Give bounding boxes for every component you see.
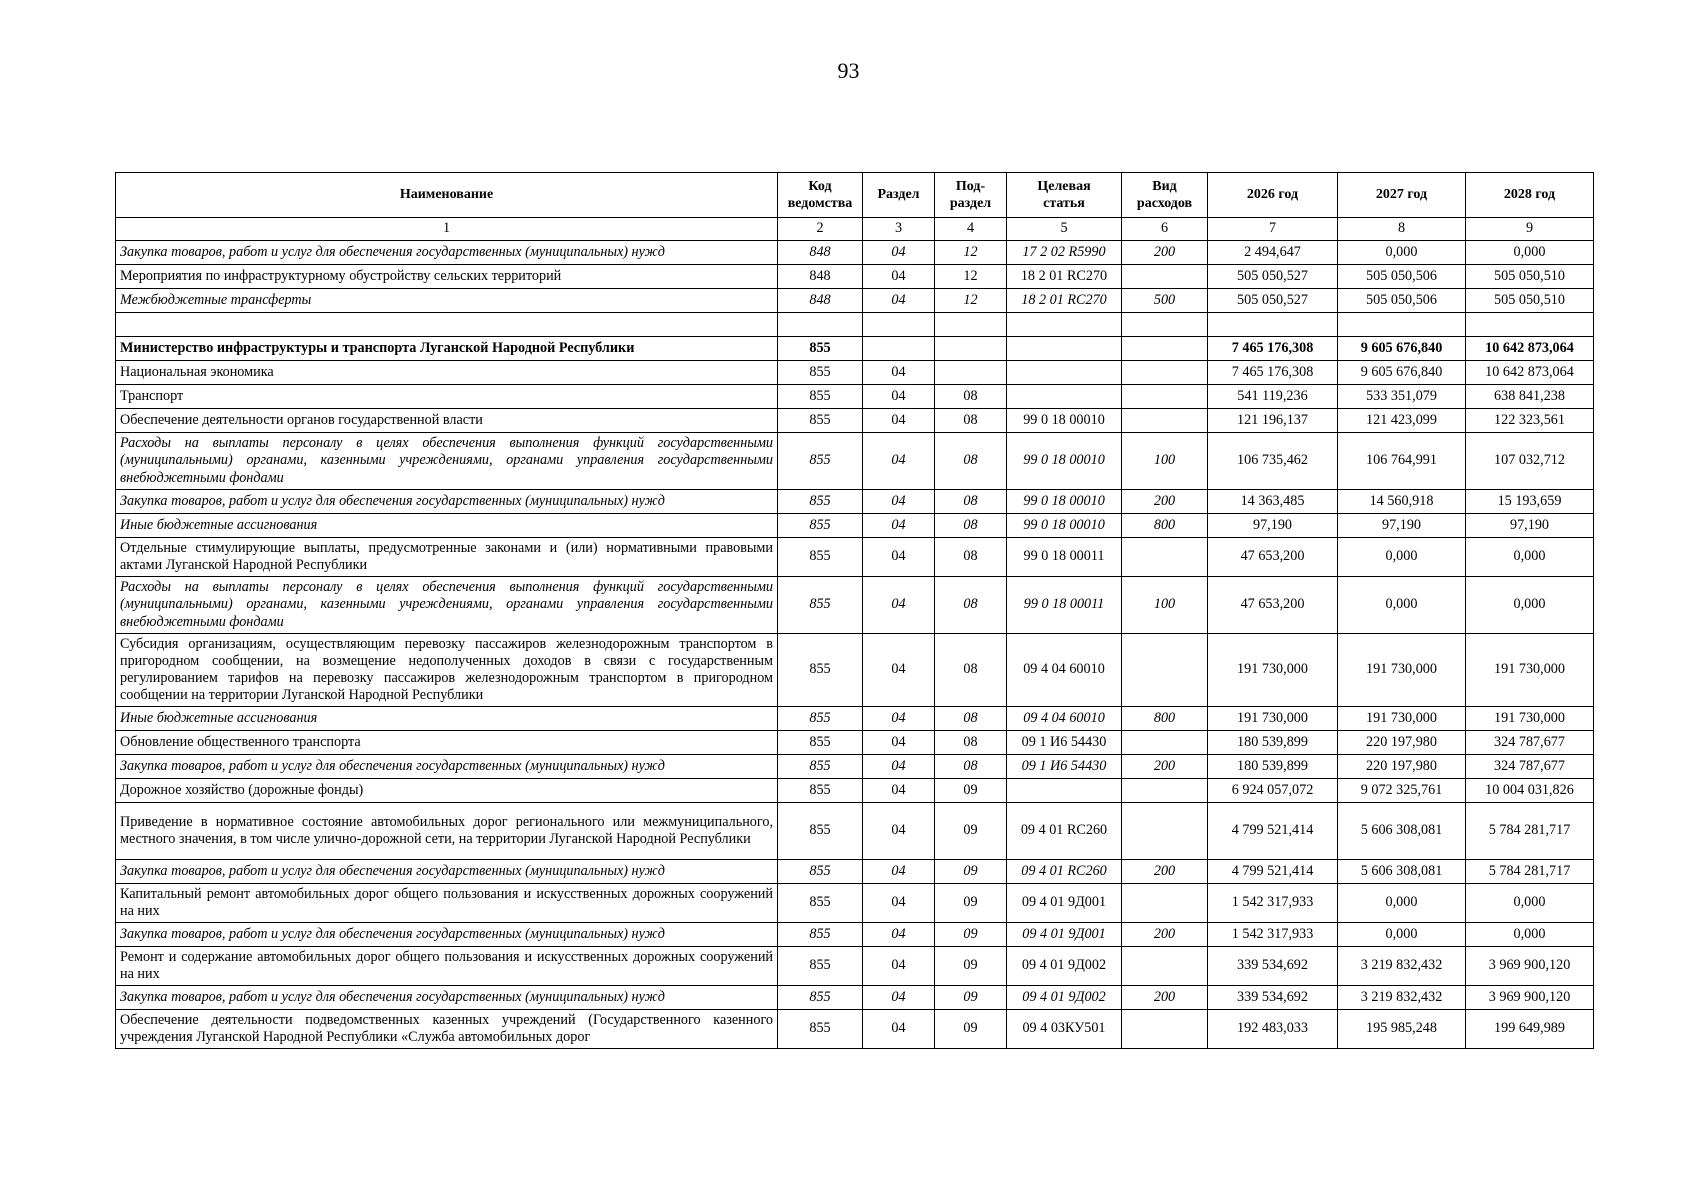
amount-2027-cell: 191 730,000	[1338, 634, 1466, 707]
amount-2027-cell: 505 050,506	[1338, 265, 1466, 289]
target-article-cell	[1007, 313, 1122, 337]
subsection-cell: 08	[935, 755, 1007, 779]
table-row	[116, 986, 1594, 1010]
name-cell: Капитальный ремонт автомобильных дорог общего пользования и искусственных дорожных сооружений на них	[116, 884, 778, 923]
expense-type-cell: 100	[1122, 433, 1208, 490]
table-row	[116, 337, 1594, 361]
subsection-cell	[935, 337, 1007, 361]
table-row	[116, 265, 1594, 289]
amount-2026-cell: 2 494,647	[1208, 241, 1338, 265]
section-cell: 04	[863, 803, 935, 860]
amount-2027-cell: 505 050,506	[1338, 289, 1466, 313]
amount-2028-cell: 505 050,510	[1466, 289, 1594, 313]
amount-2028-cell: 5 784 281,717	[1466, 860, 1594, 884]
amount-2028-cell: 107 032,712	[1466, 433, 1594, 490]
expense-type-cell	[1122, 538, 1208, 577]
name-cell: Обновление общественного транспорта	[116, 731, 778, 755]
amount-2028-cell: 0,000	[1466, 577, 1594, 634]
expense-type-cell	[1122, 1010, 1208, 1049]
table-row	[116, 313, 1594, 337]
name-cell: Закупка товаров, работ и услуг для обеспечения государственных (муниципальных) нужд	[116, 755, 778, 779]
amount-2026-cell: 541 119,236	[1208, 385, 1338, 409]
table-row	[116, 433, 1594, 490]
expense-type-cell: 200	[1122, 860, 1208, 884]
amount-2026-cell: 106 735,462	[1208, 433, 1338, 490]
name-cell: Закупка товаров, работ и услуг для обеспечения государственных (муниципальных) нужд	[116, 986, 778, 1010]
amount-2028-cell: 3 969 900,120	[1466, 986, 1594, 1010]
header-name: Наименование	[116, 173, 778, 218]
table-row	[116, 779, 1594, 803]
table-row	[116, 731, 1594, 755]
amount-2028-cell: 505 050,510	[1466, 265, 1594, 289]
name-cell: Иные бюджетные ассигнования	[116, 514, 778, 538]
subsection-cell: 09	[935, 860, 1007, 884]
subsection-cell: 08	[935, 433, 1007, 490]
subsection-cell: 12	[935, 241, 1007, 265]
amount-2028-cell: 191 730,000	[1466, 707, 1594, 731]
target-article-cell: 99 0 18 00011	[1007, 538, 1122, 577]
section-cell: 04	[863, 433, 935, 490]
table-row	[116, 361, 1594, 385]
name-cell: Национальная экономика	[116, 361, 778, 385]
header-section: Раздел	[863, 173, 935, 218]
header-2027: 2027 год	[1338, 173, 1466, 218]
amount-2028-cell: 0,000	[1466, 884, 1594, 923]
amount-2027-cell: 0,000	[1338, 884, 1466, 923]
header-subsection: Под- раздел	[935, 173, 1007, 218]
amount-2026-cell: 192 483,033	[1208, 1010, 1338, 1049]
expense-type-cell: 200	[1122, 490, 1208, 514]
amount-2026-cell: 7 465 176,308	[1208, 337, 1338, 361]
amount-2028-cell: 15 193,659	[1466, 490, 1594, 514]
target-article-cell: 09 4 01 RC260	[1007, 860, 1122, 884]
header-2028: 2028 год	[1466, 173, 1594, 218]
dept-code-cell: 855	[778, 755, 863, 779]
dept-code-cell: 855	[778, 577, 863, 634]
section-cell: 04	[863, 860, 935, 884]
table-row	[116, 755, 1594, 779]
amount-2027-cell: 9 072 325,761	[1338, 779, 1466, 803]
amount-2027-cell: 0,000	[1338, 923, 1466, 947]
expense-type-cell	[1122, 947, 1208, 986]
subsection-cell: 08	[935, 634, 1007, 707]
amount-2026-cell: 505 050,527	[1208, 265, 1338, 289]
subsection-cell: 09	[935, 884, 1007, 923]
table-row	[116, 707, 1594, 731]
dept-code-cell: 855	[778, 923, 863, 947]
name-cell: Транспорт	[116, 385, 778, 409]
section-cell: 04	[863, 289, 935, 313]
target-article-cell: 99 0 18 00010	[1007, 433, 1122, 490]
amount-2028-cell: 0,000	[1466, 241, 1594, 265]
target-article-cell	[1007, 337, 1122, 361]
target-article-cell: 18 2 01 RC270	[1007, 265, 1122, 289]
dept-code-cell: 855	[778, 803, 863, 860]
amount-2026-cell: 47 653,200	[1208, 577, 1338, 634]
subsection-cell: 12	[935, 289, 1007, 313]
expense-type-cell: 200	[1122, 241, 1208, 265]
section-cell: 04	[863, 577, 935, 634]
amount-2027-cell: 106 764,991	[1338, 433, 1466, 490]
section-cell: 04	[863, 634, 935, 707]
amount-2026-cell: 4 799 521,414	[1208, 803, 1338, 860]
amount-2028-cell: 122 323,561	[1466, 409, 1594, 433]
amount-2027-cell: 97,190	[1338, 514, 1466, 538]
name-cell: Министерство инфраструктуры и транспорта Луганской Народной Республики	[116, 337, 778, 361]
expense-type-cell	[1122, 731, 1208, 755]
table-header-row	[116, 173, 1594, 218]
subsection-cell: 08	[935, 385, 1007, 409]
target-article-cell	[1007, 385, 1122, 409]
section-cell: 04	[863, 1010, 935, 1049]
column-number: 6	[1122, 218, 1208, 241]
amount-2028-cell: 199 649,989	[1466, 1010, 1594, 1049]
table-row	[116, 947, 1594, 986]
column-number: 1	[116, 218, 778, 241]
name-cell: Межбюджетные трансферты	[116, 289, 778, 313]
amount-2026-cell: 97,190	[1208, 514, 1338, 538]
column-number-row	[116, 218, 1594, 241]
subsection-cell	[935, 361, 1007, 385]
column-number: 7	[1208, 218, 1338, 241]
column-number: 9	[1466, 218, 1594, 241]
target-article-cell: 09 1 И6 54430	[1007, 755, 1122, 779]
amount-2026-cell: 339 534,692	[1208, 986, 1338, 1010]
column-number: 2	[778, 218, 863, 241]
amount-2026-cell: 191 730,000	[1208, 634, 1338, 707]
amount-2027-cell: 9 605 676,840	[1338, 361, 1466, 385]
amount-2026-cell: 505 050,527	[1208, 289, 1338, 313]
target-article-cell	[1007, 361, 1122, 385]
section-cell: 04	[863, 755, 935, 779]
section-cell: 04	[863, 731, 935, 755]
section-cell: 04	[863, 947, 935, 986]
amount-2028-cell: 10 642 873,064	[1466, 361, 1594, 385]
amount-2027-cell: 5 606 308,081	[1338, 803, 1466, 860]
target-article-cell: 17 2 02 R5990	[1007, 241, 1122, 265]
name-cell: Закупка товаров, работ и услуг для обеспечения государственных (муниципальных) нужд	[116, 241, 778, 265]
target-article-cell: 09 4 03КУ501	[1007, 1010, 1122, 1049]
name-cell: Мероприятия по инфраструктурному обустройству сельских территорий	[116, 265, 778, 289]
section-cell: 04	[863, 490, 935, 514]
expense-type-cell: 200	[1122, 923, 1208, 947]
dept-code-cell: 855	[778, 409, 863, 433]
amount-2028-cell: 191 730,000	[1466, 634, 1594, 707]
name-cell: Обеспечение деятельности органов государственной власти	[116, 409, 778, 433]
dept-code-cell: 855	[778, 860, 863, 884]
amount-2028-cell: 3 969 900,120	[1466, 947, 1594, 986]
section-cell: 04	[863, 241, 935, 265]
amount-2026-cell: 339 534,692	[1208, 947, 1338, 986]
target-article-cell	[1007, 779, 1122, 803]
expense-type-cell	[1122, 361, 1208, 385]
amount-2027-cell: 121 423,099	[1338, 409, 1466, 433]
expense-type-cell: 800	[1122, 514, 1208, 538]
table-row	[116, 490, 1594, 514]
table-row	[116, 1010, 1594, 1049]
amount-2027-cell: 533 351,079	[1338, 385, 1466, 409]
amount-2026-cell: 1 542 317,933	[1208, 884, 1338, 923]
amount-2026-cell: 4 799 521,414	[1208, 860, 1338, 884]
table-row	[116, 514, 1594, 538]
subsection-cell: 09	[935, 923, 1007, 947]
table-row	[116, 538, 1594, 577]
dept-code-cell: 855	[778, 731, 863, 755]
expense-type-cell	[1122, 313, 1208, 337]
column-number: 8	[1338, 218, 1466, 241]
section-cell: 04	[863, 385, 935, 409]
amount-2028-cell: 324 787,677	[1466, 755, 1594, 779]
amount-2026-cell: 180 539,899	[1208, 731, 1338, 755]
subsection-cell: 09	[935, 947, 1007, 986]
expense-type-cell	[1122, 779, 1208, 803]
section-cell: 04	[863, 707, 935, 731]
header-dept-code: Код ведомства	[778, 173, 863, 218]
table-row	[116, 803, 1594, 860]
expense-type-cell: 500	[1122, 289, 1208, 313]
target-article-cell: 09 4 01 RC260	[1007, 803, 1122, 860]
target-article-cell: 09 4 01 9Д001	[1007, 884, 1122, 923]
header-2026: 2026 год	[1208, 173, 1338, 218]
amount-2027-cell: 9 605 676,840	[1338, 337, 1466, 361]
target-article-cell: 09 1 И6 54430	[1007, 731, 1122, 755]
table-row	[116, 634, 1594, 707]
amount-2028-cell: 0,000	[1466, 923, 1594, 947]
name-cell: Отдельные стимулирующие выплаты, предусмотренные законами и (или) нормативными правовыми актами Луганской Народной Республики	[116, 538, 778, 577]
subsection-cell: 09	[935, 986, 1007, 1010]
target-article-cell: 99 0 18 00010	[1007, 409, 1122, 433]
subsection-cell: 08	[935, 490, 1007, 514]
amount-2026-cell	[1208, 313, 1338, 337]
expense-type-cell	[1122, 634, 1208, 707]
expense-type-cell	[1122, 803, 1208, 860]
subsection-cell: 08	[935, 538, 1007, 577]
amount-2026-cell: 6 924 057,072	[1208, 779, 1338, 803]
dept-code-cell: 855	[778, 385, 863, 409]
amount-2028-cell	[1466, 313, 1594, 337]
target-article-cell: 99 0 18 00010	[1007, 490, 1122, 514]
subsection-cell	[935, 313, 1007, 337]
amount-2026-cell: 180 539,899	[1208, 755, 1338, 779]
dept-code-cell: 855	[778, 1010, 863, 1049]
name-cell: Расходы на выплаты персоналу в целях обеспечения выполнения функций государственными (муниципальными) органами, казенными учреждениями, органами управления государственными внебюджетными фондами	[116, 433, 778, 490]
dept-code-cell: 855	[778, 884, 863, 923]
amount-2027-cell: 220 197,980	[1338, 755, 1466, 779]
amount-2028-cell: 638 841,238	[1466, 385, 1594, 409]
target-article-cell: 09 4 04 60010	[1007, 707, 1122, 731]
table-row	[116, 884, 1594, 923]
amount-2026-cell: 7 465 176,308	[1208, 361, 1338, 385]
dept-code-cell: 848	[778, 265, 863, 289]
expense-type-cell	[1122, 337, 1208, 361]
amount-2028-cell: 10 004 031,826	[1466, 779, 1594, 803]
amount-2027-cell: 3 219 832,432	[1338, 947, 1466, 986]
dept-code-cell	[778, 313, 863, 337]
amount-2026-cell: 14 363,485	[1208, 490, 1338, 514]
dept-code-cell: 855	[778, 433, 863, 490]
amount-2027-cell: 0,000	[1338, 241, 1466, 265]
target-article-cell: 09 4 01 9Д002	[1007, 947, 1122, 986]
section-cell: 04	[863, 514, 935, 538]
table-row	[116, 577, 1594, 634]
name-cell	[116, 313, 778, 337]
subsection-cell: 08	[935, 514, 1007, 538]
section-cell: 04	[863, 409, 935, 433]
amount-2027-cell: 0,000	[1338, 538, 1466, 577]
column-number: 3	[863, 218, 935, 241]
expense-type-cell	[1122, 265, 1208, 289]
dept-code-cell: 855	[778, 490, 863, 514]
section-cell: 04	[863, 361, 935, 385]
target-article-cell: 09 4 01 9Д002	[1007, 986, 1122, 1010]
dept-code-cell: 855	[778, 947, 863, 986]
amount-2026-cell: 47 653,200	[1208, 538, 1338, 577]
target-article-cell: 18 2 01 RC270	[1007, 289, 1122, 313]
name-cell: Дорожное хозяйство (дорожные фонды)	[116, 779, 778, 803]
dept-code-cell: 855	[778, 514, 863, 538]
table-row	[116, 385, 1594, 409]
dept-code-cell: 855	[778, 634, 863, 707]
dept-code-cell: 855	[778, 986, 863, 1010]
amount-2027-cell: 3 219 832,432	[1338, 986, 1466, 1010]
header-expense-type: Вид расходов	[1122, 173, 1208, 218]
amount-2027-cell: 14 560,918	[1338, 490, 1466, 514]
header-target-article: Целевая статья	[1007, 173, 1122, 218]
section-cell	[863, 313, 935, 337]
section-cell: 04	[863, 923, 935, 947]
expense-type-cell: 100	[1122, 577, 1208, 634]
expense-type-cell	[1122, 385, 1208, 409]
expense-type-cell	[1122, 884, 1208, 923]
dept-code-cell: 848	[778, 289, 863, 313]
subsection-cell: 08	[935, 707, 1007, 731]
budget-table	[115, 172, 1594, 1049]
section-cell: 04	[863, 884, 935, 923]
name-cell: Закупка товаров, работ и услуг для обеспечения государственных (муниципальных) нужд	[116, 923, 778, 947]
amount-2027-cell: 5 606 308,081	[1338, 860, 1466, 884]
name-cell: Субсидия организациям, осуществляющим перевозку пассажиров железнодорожным транспортом в пригородном сообщении, на возмещение недополученных доходов в связи с государственным регулированием тарифов на перевозку пассажиров железнодорожным транспортом в пригородном сообщении на территории Луганской Народной Республики	[116, 634, 778, 707]
name-cell: Расходы на выплаты персоналу в целях обеспечения выполнения функций государственными (муниципальными) органами, казенными учреждениями, органами управления государственными внебюджетными фондами	[116, 577, 778, 634]
dept-code-cell: 855	[778, 538, 863, 577]
subsection-cell: 09	[935, 779, 1007, 803]
expense-type-cell: 200	[1122, 986, 1208, 1010]
subsection-cell: 08	[935, 409, 1007, 433]
section-cell: 04	[863, 538, 935, 577]
subsection-cell: 08	[935, 731, 1007, 755]
dept-code-cell: 855	[778, 779, 863, 803]
target-article-cell: 09 4 04 60010	[1007, 634, 1122, 707]
subsection-cell: 08	[935, 577, 1007, 634]
section-cell: 04	[863, 265, 935, 289]
amount-2028-cell: 324 787,677	[1466, 731, 1594, 755]
amount-2028-cell: 5 784 281,717	[1466, 803, 1594, 860]
subsection-cell: 12	[935, 265, 1007, 289]
target-article-cell: 99 0 18 00010	[1007, 514, 1122, 538]
dept-code-cell: 855	[778, 707, 863, 731]
table-row	[116, 241, 1594, 265]
column-number: 4	[935, 218, 1007, 241]
target-article-cell: 99 0 18 00011	[1007, 577, 1122, 634]
name-cell: Ремонт и содержание автомобильных дорог общего пользования и искусственных дорожных сооружений на них	[116, 947, 778, 986]
name-cell: Закупка товаров, работ и услуг для обеспечения государственных (муниципальных) нужд	[116, 490, 778, 514]
amount-2026-cell: 1 542 317,933	[1208, 923, 1338, 947]
amount-2027-cell: 195 985,248	[1338, 1010, 1466, 1049]
amount-2027-cell	[1338, 313, 1466, 337]
dept-code-cell: 848	[778, 241, 863, 265]
amount-2027-cell: 0,000	[1338, 577, 1466, 634]
name-cell: Иные бюджетные ассигнования	[116, 707, 778, 731]
amount-2026-cell: 121 196,137	[1208, 409, 1338, 433]
dept-code-cell: 855	[778, 361, 863, 385]
name-cell: Приведение в нормативное состояние автомобильных дорог регионального или межмуниципального, местного значения, в том числе улично-дорожной сети, на территории Луганской Народной Республики	[116, 803, 778, 860]
table-row	[116, 289, 1594, 313]
target-article-cell: 09 4 01 9Д001	[1007, 923, 1122, 947]
name-cell: Закупка товаров, работ и услуг для обеспечения государственных (муниципальных) нужд	[116, 860, 778, 884]
section-cell: 04	[863, 779, 935, 803]
table-row	[116, 923, 1594, 947]
name-cell: Обеспечение деятельности подведомственных казенных учреждений (Государственного казенного учреждения Луганской Народной Республики «Служба автомобильных дорог	[116, 1010, 778, 1049]
section-cell	[863, 337, 935, 361]
page-number: 93	[837, 58, 860, 83]
amount-2028-cell: 0,000	[1466, 538, 1594, 577]
subsection-cell: 09	[935, 803, 1007, 860]
expense-type-cell: 800	[1122, 707, 1208, 731]
column-number: 5	[1007, 218, 1122, 241]
amount-2026-cell: 191 730,000	[1208, 707, 1338, 731]
table-row	[116, 860, 1594, 884]
amount-2028-cell: 10 642 873,064	[1466, 337, 1594, 361]
dept-code-cell: 855	[778, 337, 863, 361]
amount-2028-cell: 97,190	[1466, 514, 1594, 538]
expense-type-cell: 200	[1122, 755, 1208, 779]
table-row	[116, 409, 1594, 433]
amount-2027-cell: 191 730,000	[1338, 707, 1466, 731]
section-cell: 04	[863, 986, 935, 1010]
subsection-cell: 09	[935, 1010, 1007, 1049]
expense-type-cell	[1122, 409, 1208, 433]
amount-2027-cell: 220 197,980	[1338, 731, 1466, 755]
